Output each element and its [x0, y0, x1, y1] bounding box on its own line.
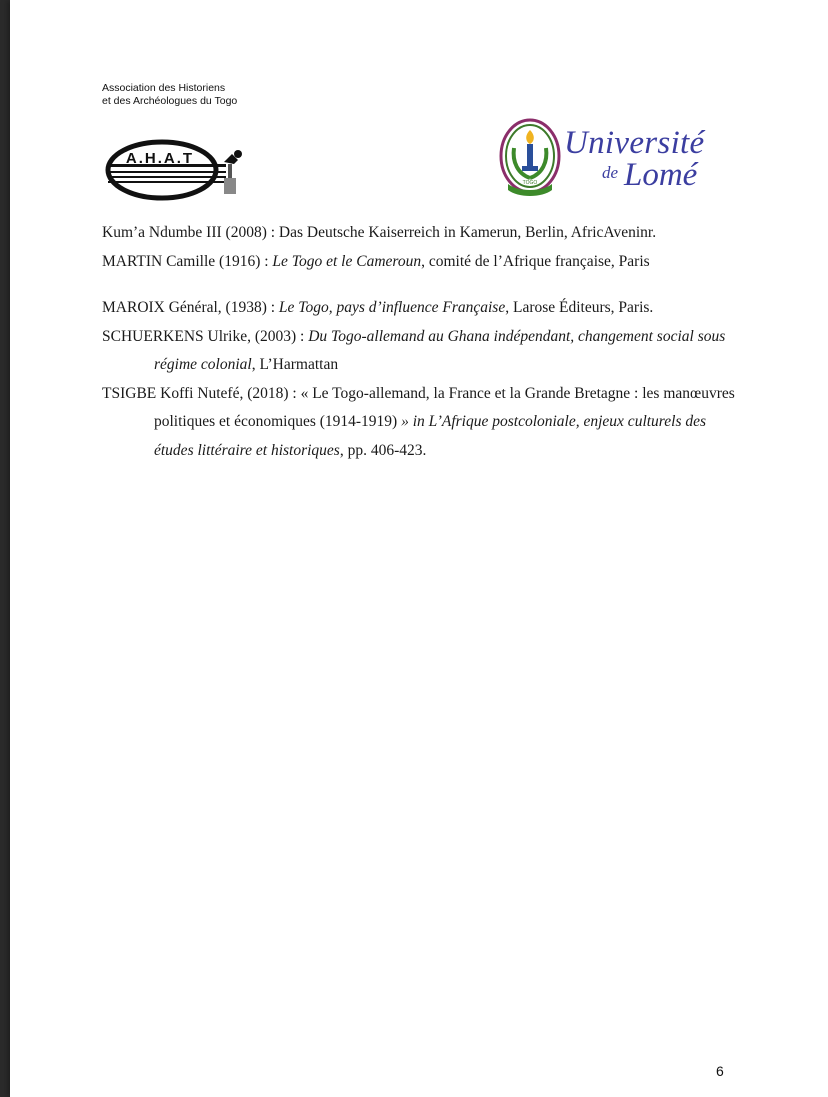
ref-title: » in L’Afrique postcoloniale, enjeux culturels des études littéraire et historiques: [154, 413, 707, 459]
page-number: 6: [716, 1063, 724, 1079]
bibliography-entry: [102, 294, 742, 323]
ref-text: , pp. 406-423.: [339, 441, 427, 459]
bibliography-entry: [102, 219, 742, 248]
ref-text: , Larose Éditeurs, Paris.: [505, 299, 654, 316]
ref-text: Kum’a Ndumbe III (2008) : Das Deutsche Kaiserreich in Kamerun, Berlin, AfricAveninr.: [102, 224, 657, 241]
university-emblem-icon: [498, 118, 562, 200]
university-word-de: de: [602, 163, 619, 182]
ref-text: , comité de l’Afrique française, Paris: [421, 252, 650, 270]
emblem-text: TOGO: [522, 180, 538, 186]
bibliography-entry: [102, 248, 742, 277]
association-header: [102, 82, 237, 108]
association-name-line1: Association des Historiens: [102, 82, 226, 94]
ahat-logo-text: A.H.A.T: [125, 150, 195, 167]
document-page: [10, 0, 828, 1097]
university-word-universite: Université: [564, 125, 705, 161]
university-word-lome: Lomé: [624, 157, 698, 193]
ref-text: TSIGBE Koffi Nutefé, (2018) : « Le Togo-allemand, la France et la Grande Bretagne : les manœuvres politiques et économiques (1914-1919): [102, 384, 735, 430]
ref-title: Du Togo-allemand au Ghana indépendant, changement social sous régime colonial: [154, 327, 726, 373]
university-logo: [498, 118, 724, 200]
bibliography: [102, 219, 742, 465]
bibliography-entry: [102, 380, 742, 466]
ref-text: , L’Harmattan: [251, 356, 339, 373]
ahat-logo: [102, 134, 250, 204]
ref-text: SCHUERKENS Ulrike, (2003) :: [102, 327, 309, 345]
ref-title: Le Togo, pays d’influence Française: [278, 299, 506, 316]
ref-text: MARTIN Camille (1916) :: [102, 252, 273, 270]
ref-text: MAROIX Général, (1938) :: [102, 299, 279, 316]
association-name-line2: et des Archéologues du Togo: [102, 95, 238, 107]
bibliography-entry: [102, 323, 742, 380]
ref-title: Le Togo et le Cameroun: [272, 252, 422, 270]
